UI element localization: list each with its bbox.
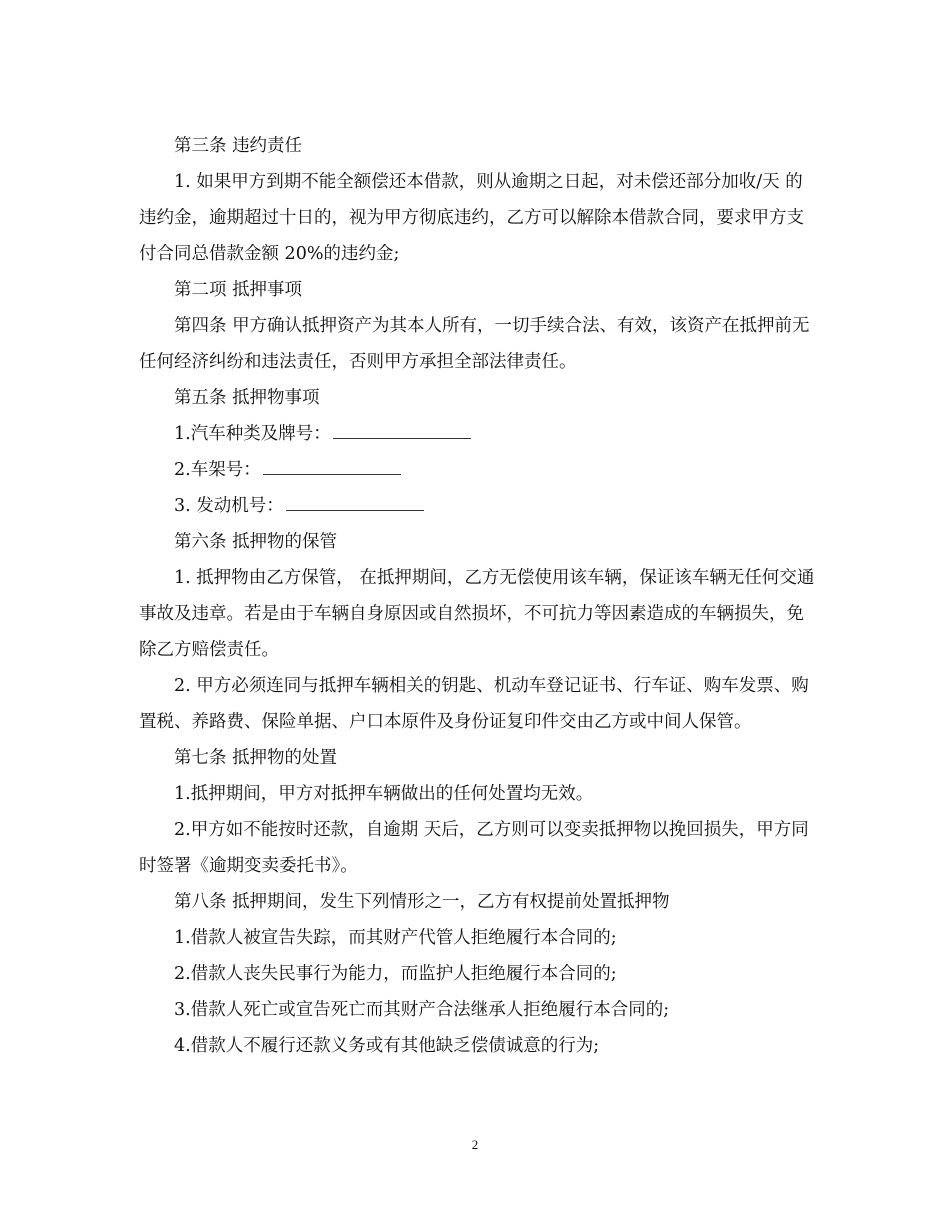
paragraph-early-disposal-3: 3.借款人死亡或宣告死亡而其财产合法继承人拒绝履行本合同的; [174, 1000, 670, 1020]
vehicle-type-row [139, 416, 815, 452]
vehicle-type-blank [333, 420, 471, 439]
paragraph-early-disposal-1: 1.借款人被宣告失踪，而其财产代管人拒绝履行本合同的; [174, 928, 617, 948]
frame-number-label: 2.车架号： [174, 460, 261, 480]
paragraph-disposal-1: 1.抵押期间，甲方对抵押车辆做出的任何处置均无效。 [174, 784, 594, 804]
section-heading-article-6: 第六条 抵押物的保管 [174, 532, 338, 552]
vehicle-type-label: 1.汽车种类及牌号： [174, 424, 331, 444]
engine-number-row [139, 488, 815, 524]
section-heading-article-5: 第五条 抵押物事项 [174, 388, 320, 408]
section-heading-article-3: 第三条 违约责任 [174, 136, 303, 156]
paragraph-article-4: 第四条 甲方确认抵押资产为其本人所有，一切手续合法、有效，该资产在抵押前无任何经济纠纷和违法责任，否则甲方承担全部法律责任。 [139, 316, 810, 372]
paragraph-custody-2: 2. 甲方必须连同与抵押车辆相关的钥匙、机动车登记证书、行车证、购车发票、购置税、养路费、保险单据、户口本原件及身份证复印件交由乙方或中间人保管。 [139, 676, 809, 732]
paragraph-default-penalty: 1. 如果甲方到期不能全额偿还本借款，则从逾期之日起，对未偿还部分加收/天 的违约金，逾期超过十日的，视为甲方彻底违约，乙方可以解除本借款合同，要求甲方支付合同总借款金额 20%的违约金; [139, 172, 804, 264]
section-heading-item-2: 第二项 抵押事项 [174, 280, 303, 300]
paragraph-early-disposal-2: 2.借款人丧失民事行为能力，而监护人拒绝履行本合同的; [174, 964, 617, 984]
document-body [139, 128, 815, 1064]
frame-number-blank [263, 456, 401, 475]
paragraph-custody-1: 1. 抵押物由乙方保管， 在抵押期间，乙方无偿使用该车辆，保证该车辆无任何交通事故及违章。若是由于车辆自身原因或自然损坏，不可抗力等因素造成的车辆损失，免除乙方赔偿责任。 [139, 568, 815, 660]
paragraph-early-disposal-4: 4.借款人不履行还款义务或有其他缺乏偿债诚意的行为; [174, 1036, 600, 1056]
section-heading-article-7: 第七条 抵押物的处置 [174, 748, 338, 768]
engine-number-blank [286, 492, 424, 511]
section-heading-article-8: 第八条 抵押期间，发生下列情形之一，乙方有权提前处置抵押物 [174, 892, 670, 912]
paragraph-disposal-2: 2.甲方如不能按时还款，自逾期 天后，乙方则可以变卖抵押物以挽回损失，甲方同时签署《逾期变卖委托书》。 [139, 820, 809, 876]
page-number: 2 [471, 1137, 479, 1152]
engine-number-label: 3. 发动机号： [174, 496, 284, 516]
frame-number-row [139, 452, 815, 488]
